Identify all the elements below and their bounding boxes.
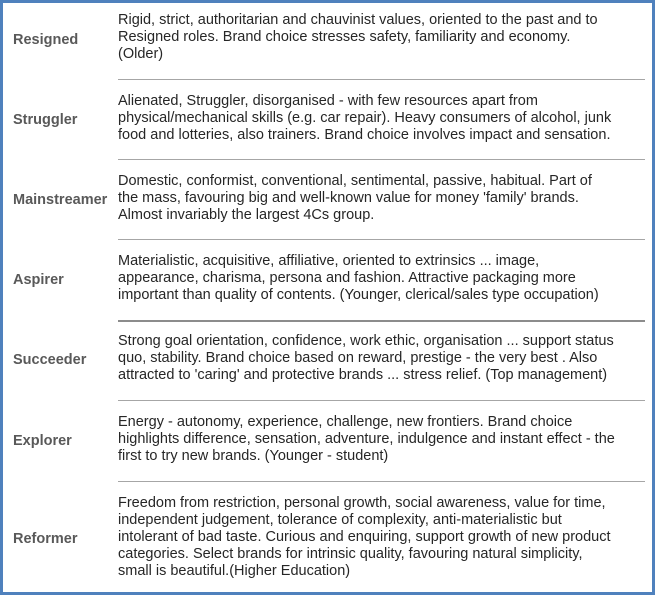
description-line: attracted to 'caring' and protective brands ... stress relief. (Top management) (118, 367, 608, 383)
row-divider (118, 400, 645, 401)
description-line: independent judgement, tolerance of complexity, anti-materialistic but (118, 512, 562, 528)
row-divider (118, 159, 645, 160)
description-line: Energy - autonomy, experience, challenge, new frontiers. Brand choice (118, 414, 573, 430)
segment-label-resigned: Resigned (13, 32, 79, 48)
description-line: Rigid, strict, authoritarian and chauvinist values, oriented to the past and to (118, 12, 598, 28)
row-divider (118, 239, 645, 240)
description-line: Alienated, Struggler, disorganised - with few resources apart from (118, 93, 538, 109)
description-line: categories. Select brands for intrinsic quality, favouring natural simplicity, (118, 546, 583, 562)
description-line: Materialistic, acquisitive, affiliative, oriented to extrinsics ... image, (118, 253, 540, 269)
description-line: appearance, charisma, persona and fashion. Attractive packaging more (118, 270, 576, 286)
description-line: Resigned roles. Brand choice stresses safety, familiarity and economy. (118, 29, 571, 45)
segment-label-reformer: Reformer (13, 531, 78, 547)
segment-description-explorer (118, 414, 650, 465)
segment-label-struggler: Struggler (13, 112, 78, 128)
segment-label-explorer: Explorer (13, 433, 72, 449)
segment-description-succeeder (118, 333, 650, 384)
description-line: physical/mechanical skills (e.g. car repair). Heavy consumers of alcohol, junk (118, 110, 612, 126)
description-line: important than quality of contents. (Younger, clerical/sales type occupation) (118, 287, 599, 303)
segment-description-struggler (118, 93, 650, 144)
description-line: Domestic, conformist, conventional, sentimental, passive, habitual. Part of (118, 173, 592, 189)
segment-label-aspirer: Aspirer (13, 272, 64, 288)
row-divider (118, 79, 645, 80)
description-line: Almost invariably the largest 4Cs group. (118, 207, 375, 223)
description-line: quo, stability. Brand choice based on reward, prestige - the very best . Also (118, 350, 598, 366)
row-divider (118, 481, 645, 482)
description-line: (Older) (118, 46, 164, 62)
segment-label-succeeder: Succeeder (13, 352, 87, 368)
segment-label-mainstreamer: Mainstreamer (13, 192, 108, 208)
description-line: the mass, favouring big and well-known value for money 'family' brands. (118, 190, 579, 206)
description-line: small is beautiful.(Higher Education) (118, 563, 351, 579)
segment-description-mainstreamer (118, 173, 650, 224)
description-line: first to try new brands. (Younger - student) (118, 448, 389, 464)
row-divider (118, 320, 645, 322)
segment-description-reformer (118, 495, 650, 580)
description-line: intolerant of bad taste. Curious and enquiring, support growth of new product (118, 529, 611, 545)
description-line: highlights difference, sensation, adventure, indulgence and instant effect - the (118, 431, 615, 447)
segment-description-aspirer (118, 253, 650, 304)
segment-description-resigned (118, 12, 650, 63)
description-line: Strong goal orientation, confidence, work ethic, organisation ... support status (118, 333, 614, 349)
description-line: food and lotteries, also trainers. Brand choice involves impact and sensation. (118, 127, 611, 143)
description-line: Freedom from restriction, personal growth, social awareness, value for time, (118, 495, 606, 511)
